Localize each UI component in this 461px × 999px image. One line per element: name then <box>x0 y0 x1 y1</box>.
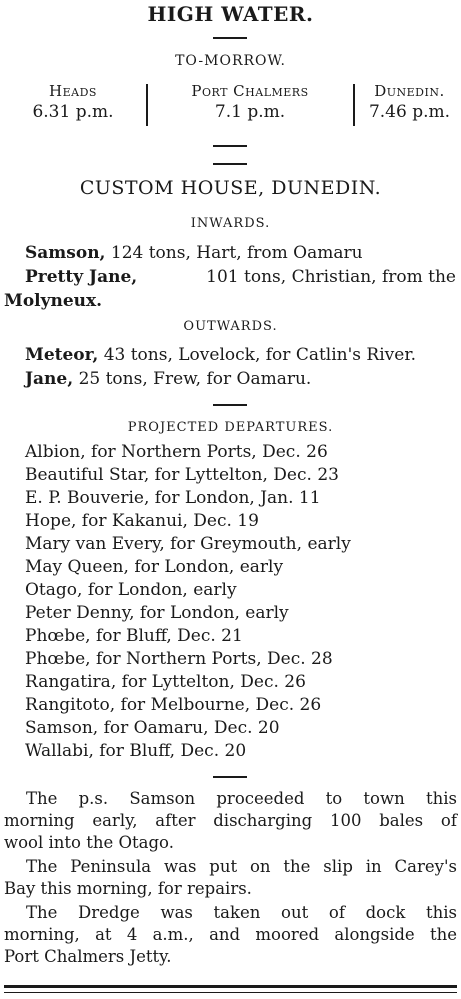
departure-item: Otago, for London, early <box>25 580 237 600</box>
vessel-name: Pretty Jane, <box>25 267 138 287</box>
entry-details: 101 tons, Christian, from the <box>206 267 456 287</box>
departure-item: Albion, for Northern Ports, Dec. 26 <box>25 442 328 462</box>
departure-item: E. P. Bouverie, for London, Jan. 11 <box>25 488 321 508</box>
high-water-title: HIGH WATER. <box>147 2 314 26</box>
departure-item: Phœbe, for Northern Ports, Dec. 28 <box>25 649 333 669</box>
tide-heads <box>8 82 138 122</box>
departure-item: Samson, for Oamaru, Dec. 20 <box>25 718 280 738</box>
text-line: Port Chalmers Jetty. <box>4 947 172 966</box>
vessel-name: Jane, <box>25 369 74 389</box>
inwards-heading: INWARDS. <box>190 216 271 231</box>
custom-house-title: CUSTOM HOUSE, DUNEDIN. <box>79 177 382 199</box>
column-divider <box>146 84 148 126</box>
departure-item: Peter Denny, for London, early <box>25 603 289 623</box>
departure-item: Hope, for Kakanui, Dec. 19 <box>25 511 259 531</box>
tide-label: Dunedin. <box>374 82 445 100</box>
divider <box>213 404 247 406</box>
departure-item: Rangatira, for Lyttelton, Dec. 26 <box>25 672 306 692</box>
column-divider <box>353 84 355 126</box>
inward-entry <box>25 267 456 287</box>
entry-details: 25 tons, Frew, for Oamaru. <box>78 369 312 389</box>
departure-item: Beautiful Star, for Lyttelton, Dec. 23 <box>25 465 339 485</box>
text-line: The Dredge was taken out of dock this <box>26 903 457 922</box>
entry-continuation: Molyneux. <box>4 291 103 311</box>
departure-item: Wallabi, for Bluff, Dec. 20 <box>25 741 247 761</box>
departure-item: Phœbe, for Bluff, Dec. 21 <box>25 626 243 646</box>
tide-time: 6.31 p.m. <box>32 102 114 122</box>
divider <box>213 163 247 165</box>
bottom-rule <box>4 985 457 988</box>
tide-label: Port Chalmers <box>191 82 309 100</box>
tide-time: 7.1 p.m. <box>214 102 286 122</box>
departure-item: Rangitoto, for Melbourne, Dec. 26 <box>25 695 322 715</box>
tide-label: Heads <box>49 82 97 100</box>
vessel-name: Meteor, <box>25 345 99 365</box>
outward-entry <box>25 369 311 389</box>
text-line: The p.s. Samson proceeded to town this <box>26 789 457 808</box>
outwards-heading: OUTWARDS. <box>183 319 278 334</box>
text-line: The Peninsula was put on the slip in Carey's <box>26 857 457 876</box>
inward-entry <box>25 243 363 263</box>
departure-item: Mary van Every, for Greymouth, early <box>25 534 351 554</box>
outward-entry <box>25 345 416 365</box>
text-line: wool into the Otago. <box>4 833 174 852</box>
departure-item: May Queen, for London, early <box>25 557 284 577</box>
vessel-name: Samson, <box>25 243 106 263</box>
divider <box>213 145 247 147</box>
news-paragraph <box>4 856 457 900</box>
tide-time: 7.46 p.m. <box>368 102 451 122</box>
tide-port-chalmers <box>150 82 350 122</box>
text-line: Bay this morning, for repairs. <box>4 879 252 898</box>
entry-details: 124 tons, Hart, from Oamaru <box>110 243 363 263</box>
divider <box>213 37 247 39</box>
projected-heading: PROJECTED DEPARTURES. <box>127 420 334 435</box>
high-water-day: TO-MORROW. <box>175 53 286 69</box>
text-line: morning early, after discharging 100 bales of <box>4 811 457 830</box>
bottom-rule <box>4 992 457 993</box>
news-paragraph <box>4 788 457 854</box>
entry-details: 43 tons, Lovelock, for Catlin's River. <box>103 345 416 365</box>
tide-dunedin <box>358 82 461 122</box>
news-paragraph <box>4 902 457 968</box>
text-line: morning, at 4 a.m., and moored alongside the <box>4 925 457 944</box>
divider <box>213 776 247 778</box>
